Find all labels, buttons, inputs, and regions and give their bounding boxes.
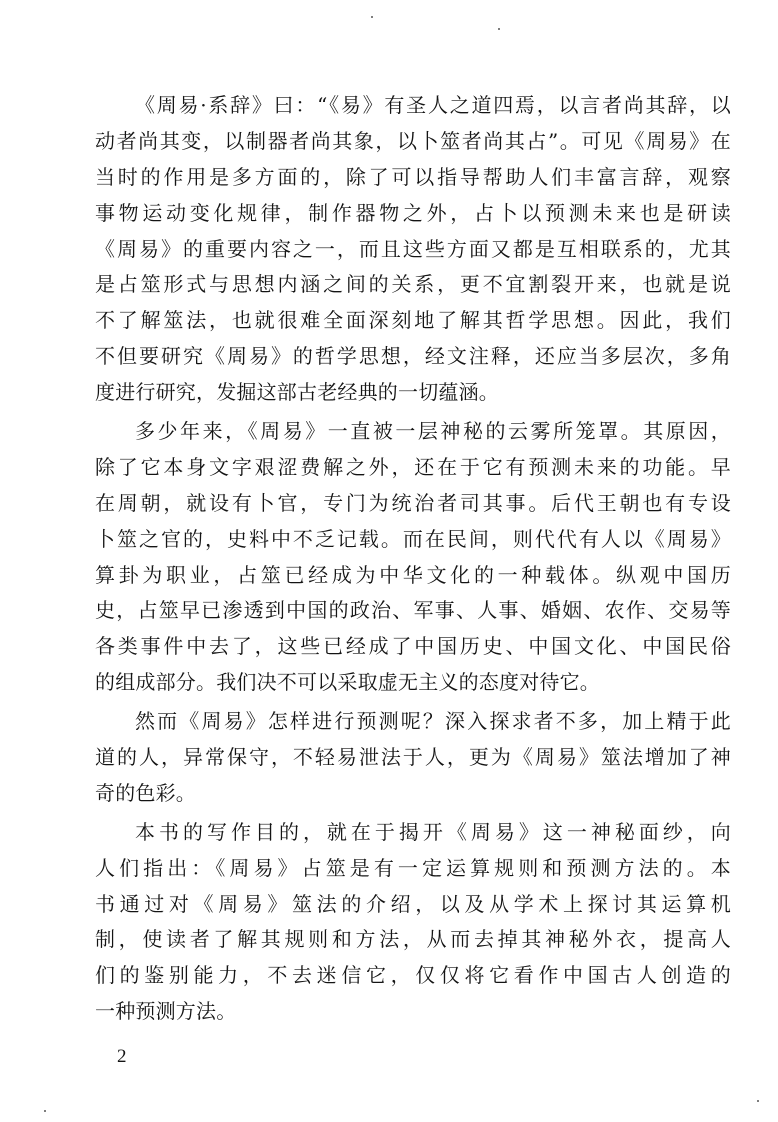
scan-speck [498,28,500,30]
text-line: 奇的色彩。 [95,780,196,805]
text-line: 道的人，异常保守，不轻易泄法于人，更为《周易》筮法增加了神 [95,745,731,770]
text-line: 史，占筮早已渗透到中国的政治、军事、人事、婚姻、农作、交易等 [95,598,731,623]
paragraph [95,704,731,812]
text-line: 《周易·系辞》曰：“《易》有圣人之道四焉，以言者尚其辞，以 [135,93,731,117]
text-line: 《周易》的重要内容之一，而且这些方面又都是互相联系的，尤其 [95,236,731,261]
text-line: 当时的作用是多方面的，除了可以指导帮助人们丰富言辞，观察 [95,164,731,189]
text-line: 在周朝，就设有卜官，专门为统治者司其事。后代王朝也有专设 [95,490,731,515]
scan-speck [44,1110,46,1112]
scan-speck [371,16,373,18]
text-line: 多少年来，《周易》一直被一层神秘的云雾所笼罩。其原因， [135,419,731,444]
paragraph [95,815,731,1030]
text-line: 人们指出：《周易》占筮是有一定运算规则和预测方法的。本 [95,855,731,880]
text-line: 算卦为职业，占筮已经成为中华文化的一种载体。纵观中国历 [95,562,731,587]
text-line: 制，使读者了解其规则和方法，从而去掉其神秘外衣，提高人 [95,927,731,952]
text-line: 各类事件中去了，这些已经成了中国历史、中国文化、中国民俗 [95,634,731,659]
text-line: 然而《周易》怎样进行预测呢？深入探求者不多，加上精于此 [135,709,731,734]
text-line: 一种预测方法。 [95,999,237,1024]
paragraph [95,414,731,701]
text-line: 书通过对《周易》筮法的介绍，以及从学术上探讨其运算机 [95,891,731,916]
text-line: 动者尚其变，以制器者尚其象，以卜筮者尚其占”。可见《周易》在 [95,128,731,153]
text-line: 们的鉴别能力，不去迷信它，仅仅将它看作中国古人创造的 [95,963,731,988]
text-line: 不但要研究《周易》的哲学思想，经文注释，还应当多层次，多角 [95,344,731,369]
text-line: 本书的写作目的，就在于揭开《周易》这一神秘面纱，向 [135,819,731,844]
text-line: 卜筮之官的，史料中不乏记载。而在民间，则代代有人以《周易》 [95,526,731,551]
text-line: 除了它本身文字艰涩费解之外，还在于它有预测未来的功能。早 [95,454,731,479]
text-line: 是占筮形式与思想内涵之间的关系，更不宜割裂开来，也就是说 [95,272,731,297]
text-line: 不了解筮法，也就很难全面深刻地了解其哲学思想。因此，我们 [95,308,731,333]
page-number: 2 [117,1046,127,1067]
body-text [95,88,731,1030]
paragraph [95,88,731,411]
text-line: 事物运动变化规律，制作器物之外，占卜以预测未来也是研读 [95,200,731,225]
text-line: 的组成部分。我们决不可以采取虚无主义的态度对待它。 [95,670,600,695]
scan-speck [757,1100,759,1102]
text-line: 度进行研究，发掘这部古老经典的一切蕴涵。 [95,380,499,405]
